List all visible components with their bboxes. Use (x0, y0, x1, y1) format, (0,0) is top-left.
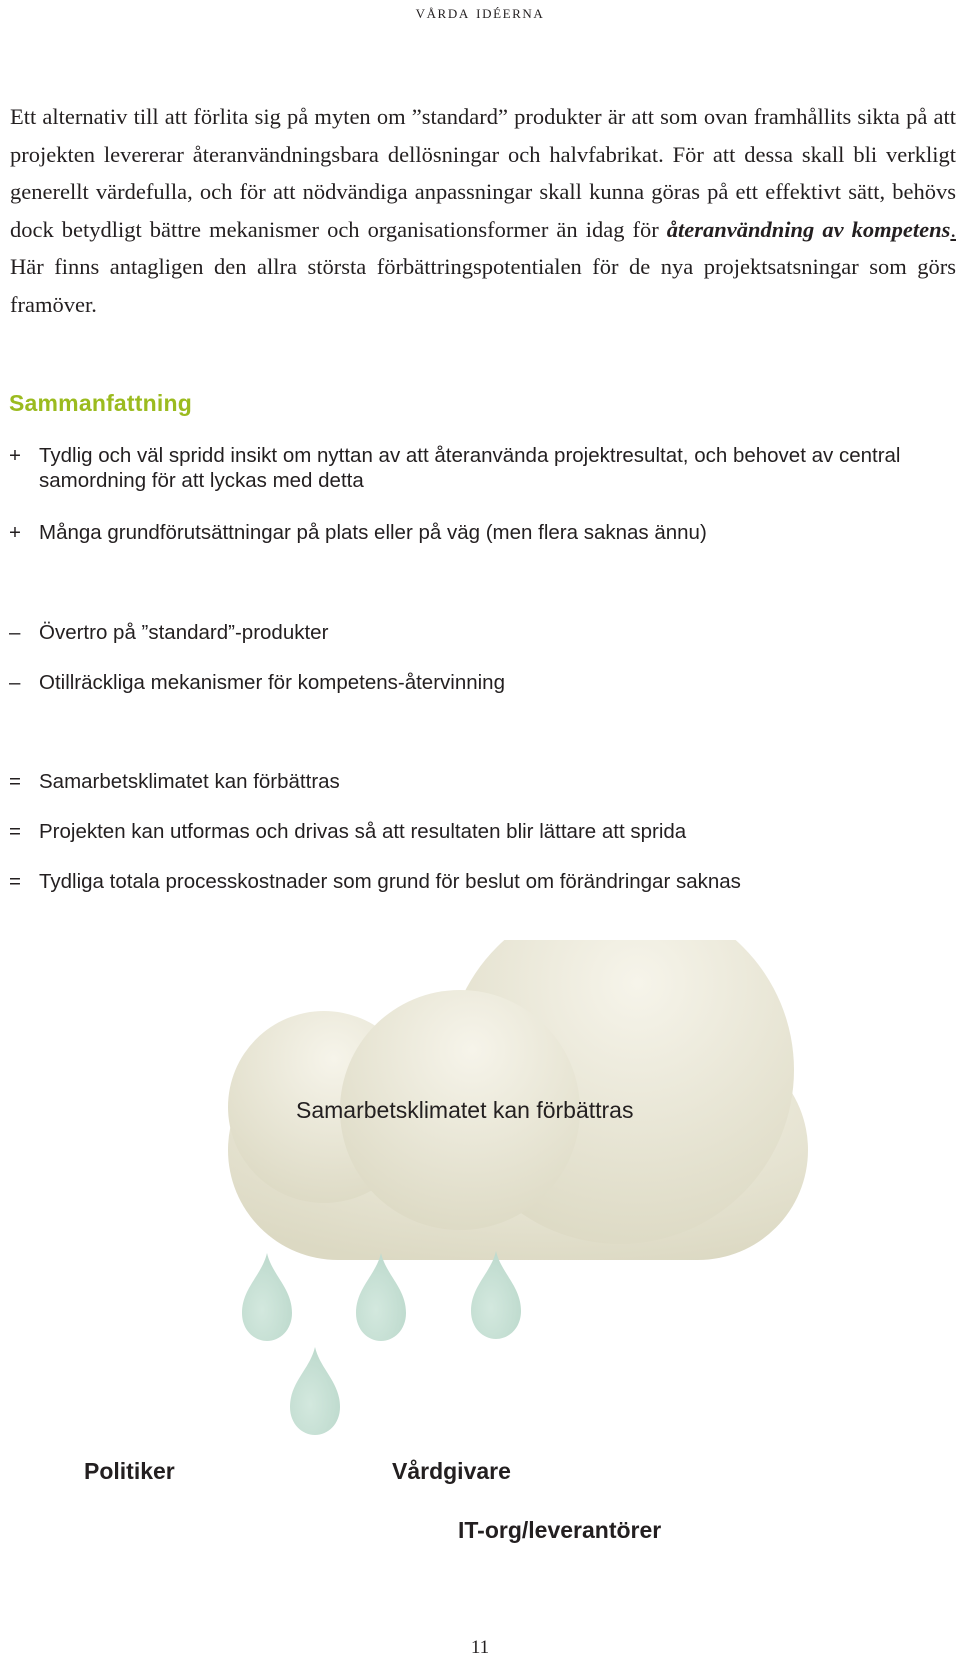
summary-heading: Sammanfattning (9, 390, 192, 416)
summary-item-equals-3 (9, 869, 957, 894)
summary-item-text: Samarbetsklimatet kan förbättras (39, 770, 340, 793)
page-number: 11 (470, 1637, 490, 1658)
emphasis-text: återanvändning av kompetens (666, 216, 951, 242)
summary-item-minus-2 (9, 670, 957, 695)
actor-label-politiker: Politiker (84, 1458, 175, 1484)
body-period: . (950, 216, 956, 242)
summary-item-plus-2 (9, 520, 957, 545)
summary-item-text: Projekten kan utformas och drivas så att resultaten blir lättare att sprida (39, 820, 687, 843)
summary-item-equals-2 (9, 819, 957, 844)
equals-symbol: = (9, 770, 21, 793)
summary-item-text: Många grundförutsättningar på plats eller på väg (men flera saknas ännu) (39, 521, 707, 544)
rain-drops (242, 1251, 521, 1435)
running-head: vårda idéerna (415, 2, 545, 23)
body-paragraph (10, 98, 956, 323)
body-text-after: Här finns antagligen den allra största förbättringspotentialen för de nya projektsatsningar som görs framöver. (10, 254, 956, 317)
summary-item-plus-1 (9, 443, 957, 493)
summary-item-text: Övertro på ”standard”-produkter (39, 621, 329, 644)
raindrop-icon (471, 1251, 521, 1339)
summary-item-minus-1 (9, 620, 957, 645)
minus-symbol: – (9, 671, 21, 694)
summary-item-equals-1 (9, 769, 957, 794)
plus-symbol: + (9, 444, 21, 467)
raindrop-icon (356, 1253, 406, 1341)
actor-label-it-org: IT-org/leverantörer (458, 1517, 662, 1543)
body-text-before: Ett alternativ till att förlita sig på myten om ”standard” produkter är att som ovan framhållits sikta på att projekten levererar återanvändningsbara dellösningar och halvfabrikat. För att dessa skall bli verkligt generellt värdefulla, och för att nödvändiga anpassningar skall kunna göras på ett effektivt sätt, behövs dock betydligt bättre mekanismer och organisationsformer än idag för (10, 104, 956, 242)
equals-symbol: = (9, 820, 21, 843)
summary-item-text: Tydliga totala processkostnader som grund för beslut om förändringar saknas (39, 870, 741, 893)
raindrop-icon (242, 1253, 292, 1341)
minus-symbol: – (9, 621, 21, 644)
cloud-label: Samarbetsklimatet kan förbättras (296, 1097, 634, 1123)
summary-item-text: Otillräckliga mekanismer för kompetens-återvinning (39, 671, 505, 694)
summary-item-text: Tydlig och väl spridd insikt om nyttan av att återanvända projektresultat, och behovet av central samordning för att lyckas med detta (39, 444, 901, 492)
raindrop-icon (290, 1347, 340, 1435)
plus-symbol: + (9, 521, 21, 544)
equals-symbol: = (9, 870, 21, 893)
actor-label-vardgivare: Vårdgivare (392, 1458, 511, 1484)
cloud-illustration (0, 940, 960, 1440)
